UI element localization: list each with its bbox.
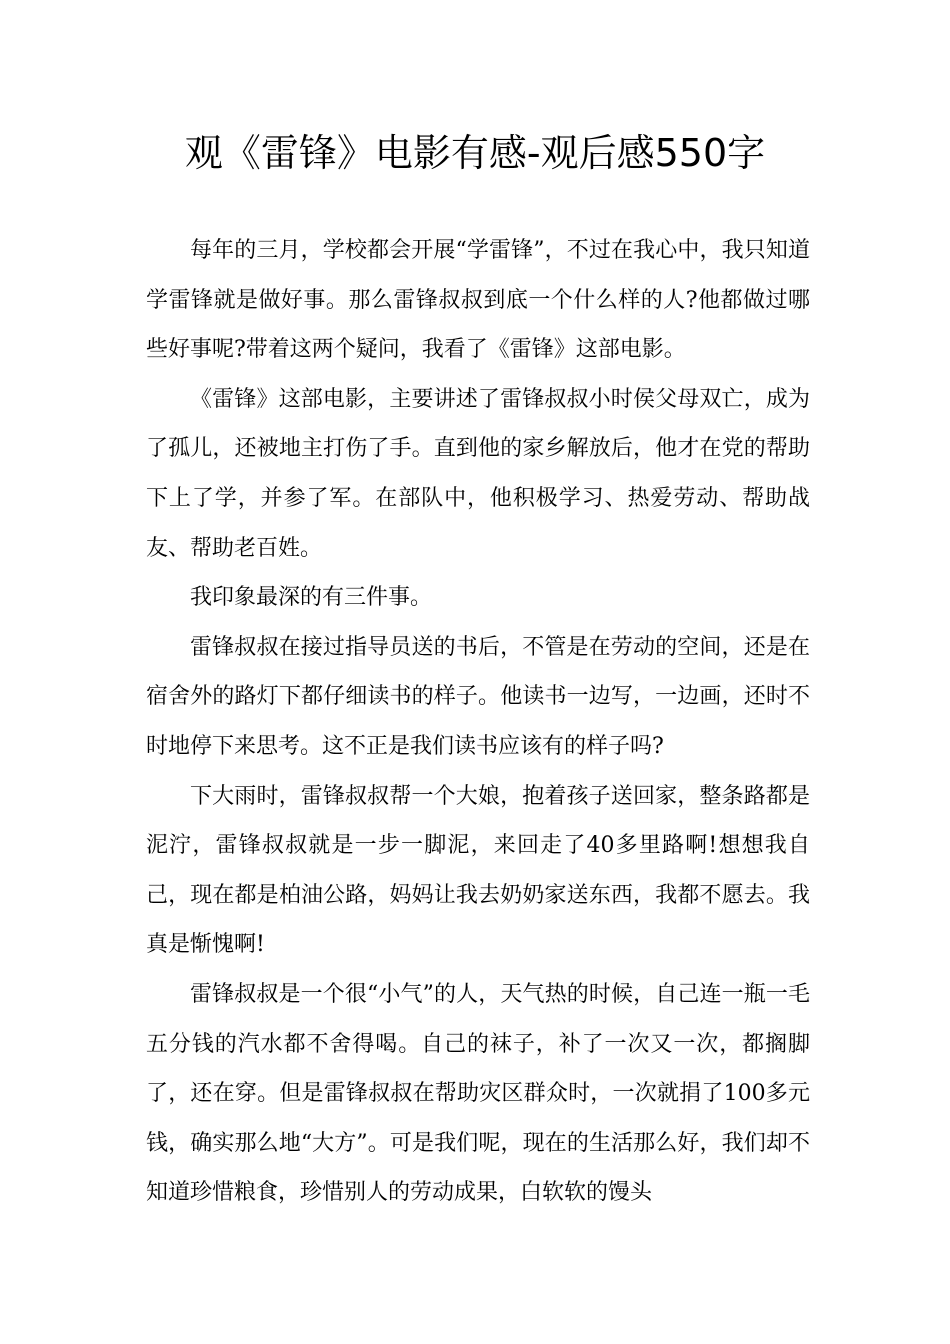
document-title: 观《雷锋》电影有感-观后感550字 xyxy=(184,131,766,175)
paragraph: 每年的三月，学校都会开展“学雷锋”，不过在我心中，我只知道学雷锋就是做好事。那么雷锋叔叔到底一个什么样的人?他都做过哪些好事呢?带着这两个疑问，我看了《雷锋》这部电影。 xyxy=(146,238,810,363)
paragraph: 我印象最深的有三件事。 xyxy=(190,585,433,611)
paragraph: 下大雨时，雷锋叔叔帮一个大娘，抱着孩子送回家，整条路都是泥泞，雷锋叔叔就是一步一脚泥，来回走了40多里路啊!想想我自己，现在都是柏油公路，妈妈让我去奶奶家送东西，我都不愿去。我真是惭愧啊! xyxy=(146,783,810,958)
paragraph: 《雷锋》这部电影，主要讲述了雷锋叔叔小时侯父母双亡，成为了孤儿，还被地主打伤了手。直到他的家乡解放后，他才在党的帮助下上了学，并参了军。在部队中，他积极学习、热爱劳动、帮助战友、帮助老百姓。 xyxy=(146,386,810,561)
paragraph: 雷锋叔叔是一个很“小气”的人，天气热的时候，自己连一瓶一毛五分钱的汽水都不舍得喝。自己的袜子，补了一次又一次，都搁脚了，还在穿。但是雷锋叔叔在帮助灾区群众时，一次就捐了100多元钱，确实那么地“大方”。可是我们呢，现在的生活那么好，我们却不知道珍惜粮食，珍惜别人的劳动成果，白软软的馒头 xyxy=(146,981,810,1206)
document-body xyxy=(146,226,810,1218)
paragraph: 雷锋叔叔在接过指导员送的书后，不管是在劳动的空间，还是在宿舍外的路灯下都仔细读书的样子。他读书一边写，一边画，还时不时地停下来思考。这不正是我们读书应该有的样子吗? xyxy=(146,634,810,759)
